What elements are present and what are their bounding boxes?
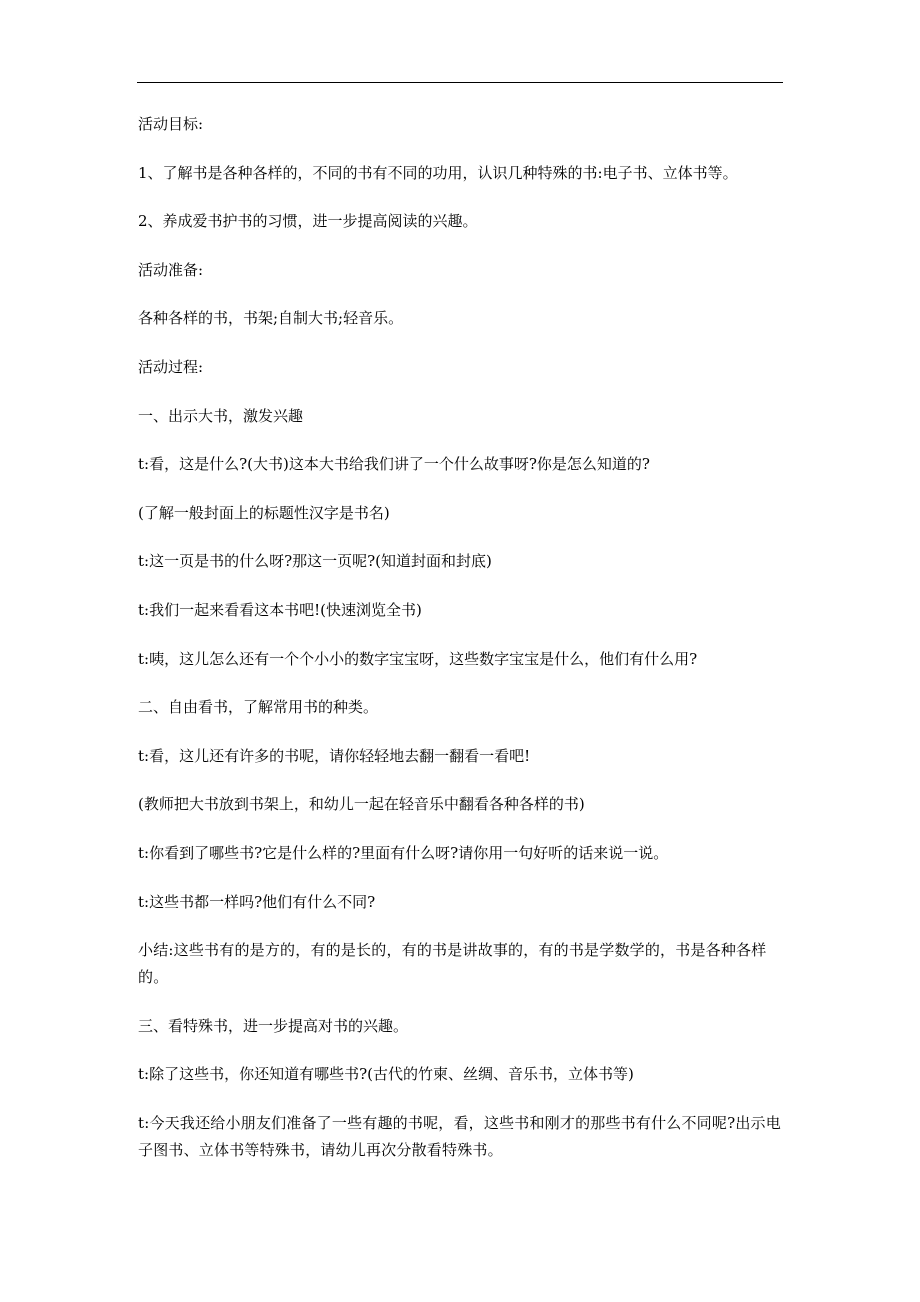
heading-activity-goals: 活动目标:	[138, 115, 204, 133]
section-1-line-4: t:我们一起来看看这本书吧!(快速浏览全书)	[138, 600, 422, 619]
goal-item-1: 1、了解书是各种各样的，不同的书有不同的功用，认识几种特殊的书:电子书、立体书等。	[138, 163, 738, 182]
preparation-text: 各种各样的书，书架;自制大书;轻音乐。	[138, 309, 404, 328]
heading-activity-process: 活动过程:	[138, 357, 204, 376]
section-2-line-3: t:你看到了哪些书?它是什么样的?里面有什么呀?请你用一句好听的话来说一说。	[138, 843, 669, 862]
section-2-heading: 二、自由看书，了解常用书的种类。	[138, 698, 379, 717]
section-2-line-1: t:看，这儿还有许多的书呢，请你轻轻地去翻一翻看一看吧!	[138, 746, 531, 765]
header-rule	[137, 82, 783, 83]
section-2-summary: 小结:这些书有的是方的，有的是长的，有的书是讲故事的，有的书是学数学的，书是各种各样的。	[138, 941, 767, 987]
section-1-line-1: t:看，这是什么?(大书)这本大书给我们讲了一个什么故事呀?你是怎么知道的?	[138, 455, 650, 474]
section-2-line-2: (教师把大书放到书架上，和幼儿一起在轻音乐中翻看各种各样的书)	[138, 795, 585, 814]
heading-activity-preparation: 活动准备:	[138, 260, 204, 279]
section-3-line-2: t:今天我还给小朋友们准备了一些有趣的书呢，看，这些书和刚才的那些书有什么不同呢?出示电子图书、立体书等特殊书，请幼儿再次分散看特殊书。	[138, 1113, 781, 1159]
section-1-line-2: (了解一般封面上的标题性汉字是书名)	[138, 503, 390, 522]
document-body	[138, 111, 784, 1185]
goal-item-2: 2、养成爱书护书的习惯，进一步提高阅读的兴趣。	[138, 212, 478, 231]
section-3-heading: 三、看特殊书，进一步提高对书的兴趣。	[138, 1016, 409, 1035]
section-3-line-1: t:除了这些书，你还知道有哪些书?(古代的竹柬、丝绸、音乐书，立体书等)	[138, 1065, 634, 1084]
section-1-line-3: t:这一页是书的什么呀?那这一页呢?(知道封面和封底)	[138, 552, 492, 571]
section-2-line-4: t:这些书都一样吗?他们有什么不同?	[138, 892, 376, 911]
section-1-line-5: t:咦，这儿怎么还有一个个小小的数字宝宝呀，这些数字宝宝是什么，他们有什么用?	[138, 649, 698, 668]
section-1-heading: 一、出示大书，激发兴趣	[138, 406, 304, 425]
